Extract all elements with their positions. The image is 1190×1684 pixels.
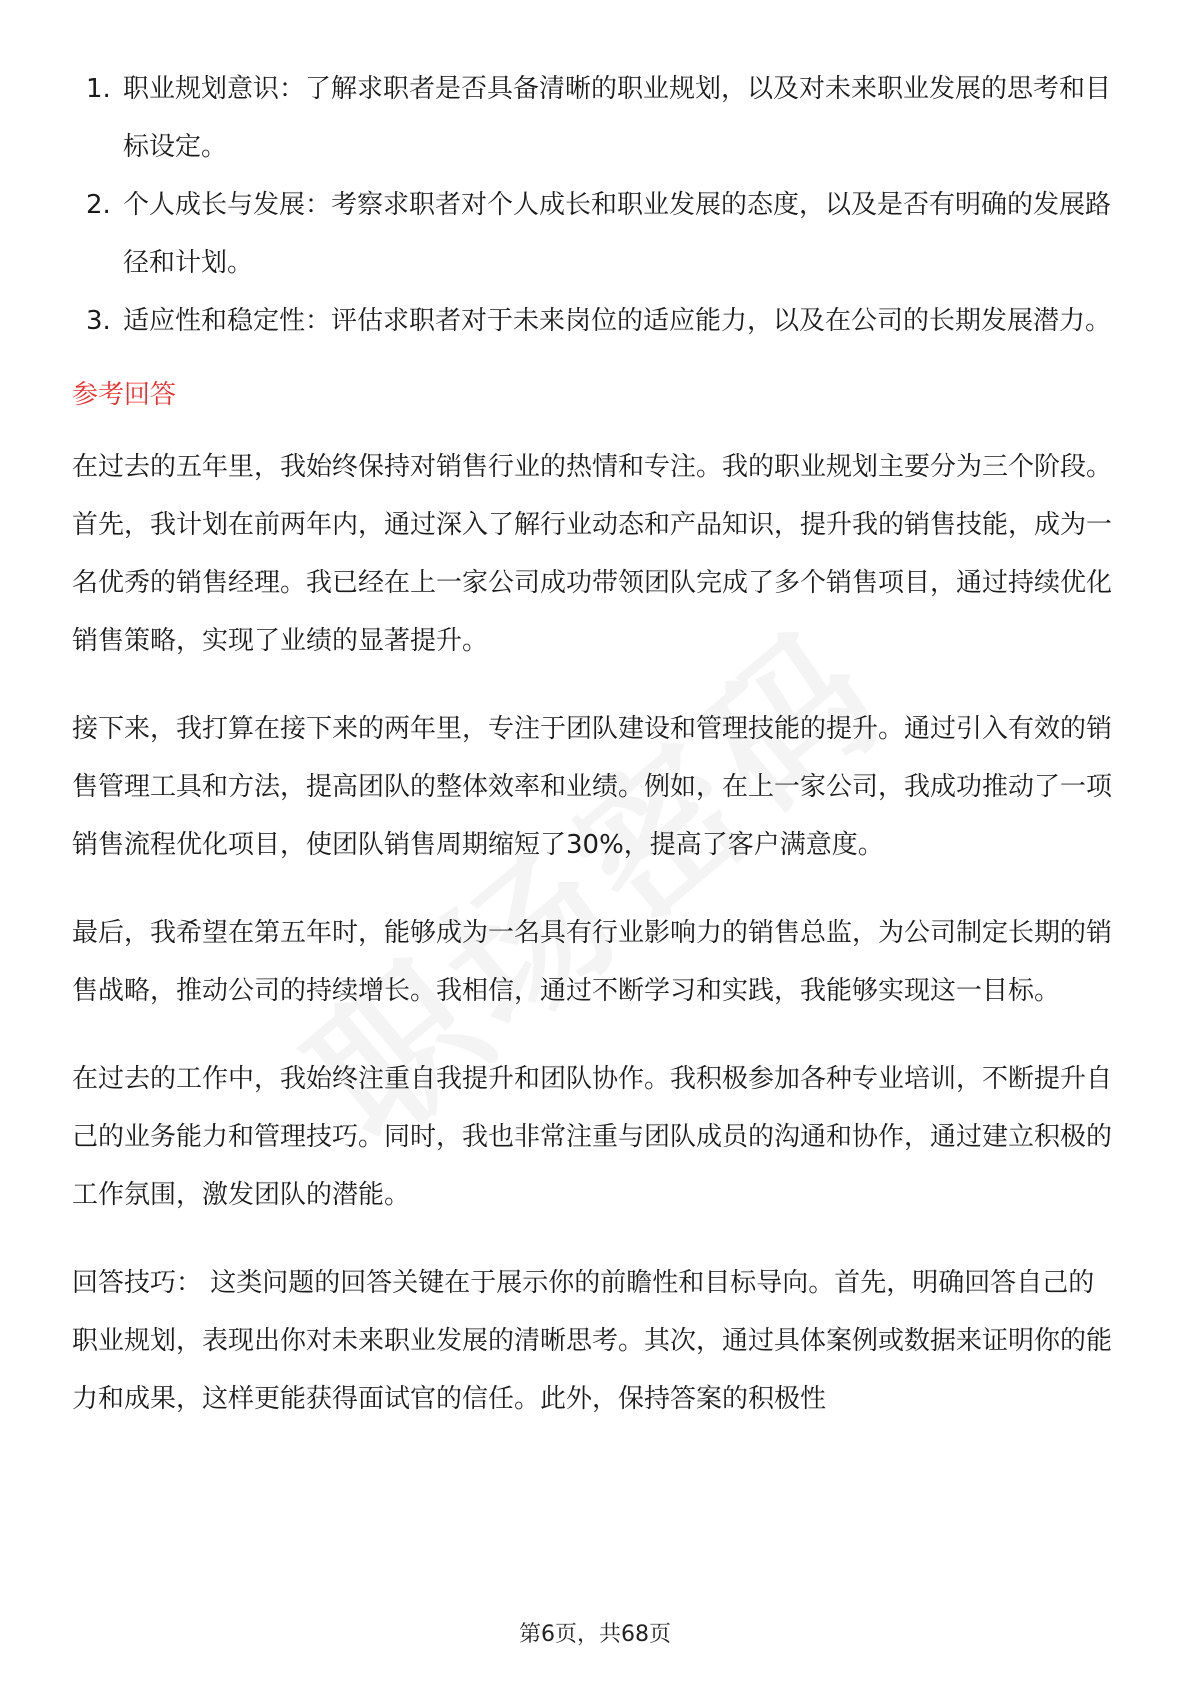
- list-text: 职业规划意识：了解求职者是否具备清晰的职业规划，以及对未来职业发展的思考和目标设定。: [123, 74, 1112, 162]
- document-page: [72, 60, 1117, 1458]
- section-title: 参考回答: [72, 380, 177, 410]
- page-footer: 第6页，共68页: [519, 1622, 671, 1647]
- paragraph: 在过去的五年里，我始终保持对销售行业的热情和专注。我的职业规划主要分为三个阶段。首先，我计划在前两年内，通过深入了解行业动态和产品知识，提升我的销售技能，成为一名优秀的销售经理。我已经在上一家公司成功带领团队完成了多个销售项目，通过持续优化销售策略，实现了业绩的显著提升。: [72, 452, 1113, 656]
- paragraph: 回答技巧： 这类问题的回答关键在于展示你的前瞻性和目标导向。首先，明确回答自己的职业规划，表现出你对未来职业发展的清晰思考。其次，通过具体案例或数据来证明你的能力和成果，这样更能获得面试官的信任。此外，保持答案的积极性: [72, 1268, 1113, 1414]
- list-text: 个人成长与发展：考察求职者对个人成长和职业发展的态度，以及是否有明确的发展路径和计划。: [123, 190, 1112, 278]
- evaluation-list: [72, 60, 1117, 350]
- list-number: 2.: [86, 190, 111, 220]
- paragraph: 最后，我希望在第五年时，能够成为一名具有行业影响力的销售总监，为公司制定长期的销售战略，推动公司的持续增长。我相信，通过不断学习和实践，我能够实现这一目标。: [72, 918, 1113, 1006]
- list-text: 适应性和稳定性：评估求职者对于未来岗位的适应能力，以及在公司的长期发展潜力。: [123, 306, 1112, 336]
- list-number: 1.: [86, 74, 111, 104]
- paragraph: 在过去的工作中，我始终注重自我提升和团队协作。我积极参加各种专业培训，不断提升自己的业务能力和管理技巧。同时，我也非常注重与团队成员的沟通和协作，通过建立积极的工作氛围，激发团队的潜能。: [72, 1064, 1113, 1210]
- paragraph: 接下来，我打算在接下来的两年里，专注于团队建设和管理技能的提升。通过引入有效的销售管理工具和方法，提高团队的整体效率和业绩。例如，在上一家公司，我成功推动了一项销售流程优化项目，使团队销售周期缩短了30%，提高了客户满意度。: [72, 714, 1113, 860]
- list-item: [72, 60, 1117, 176]
- list-item: [72, 292, 1117, 350]
- list-number: 3.: [86, 306, 111, 336]
- list-item: [72, 176, 1117, 292]
